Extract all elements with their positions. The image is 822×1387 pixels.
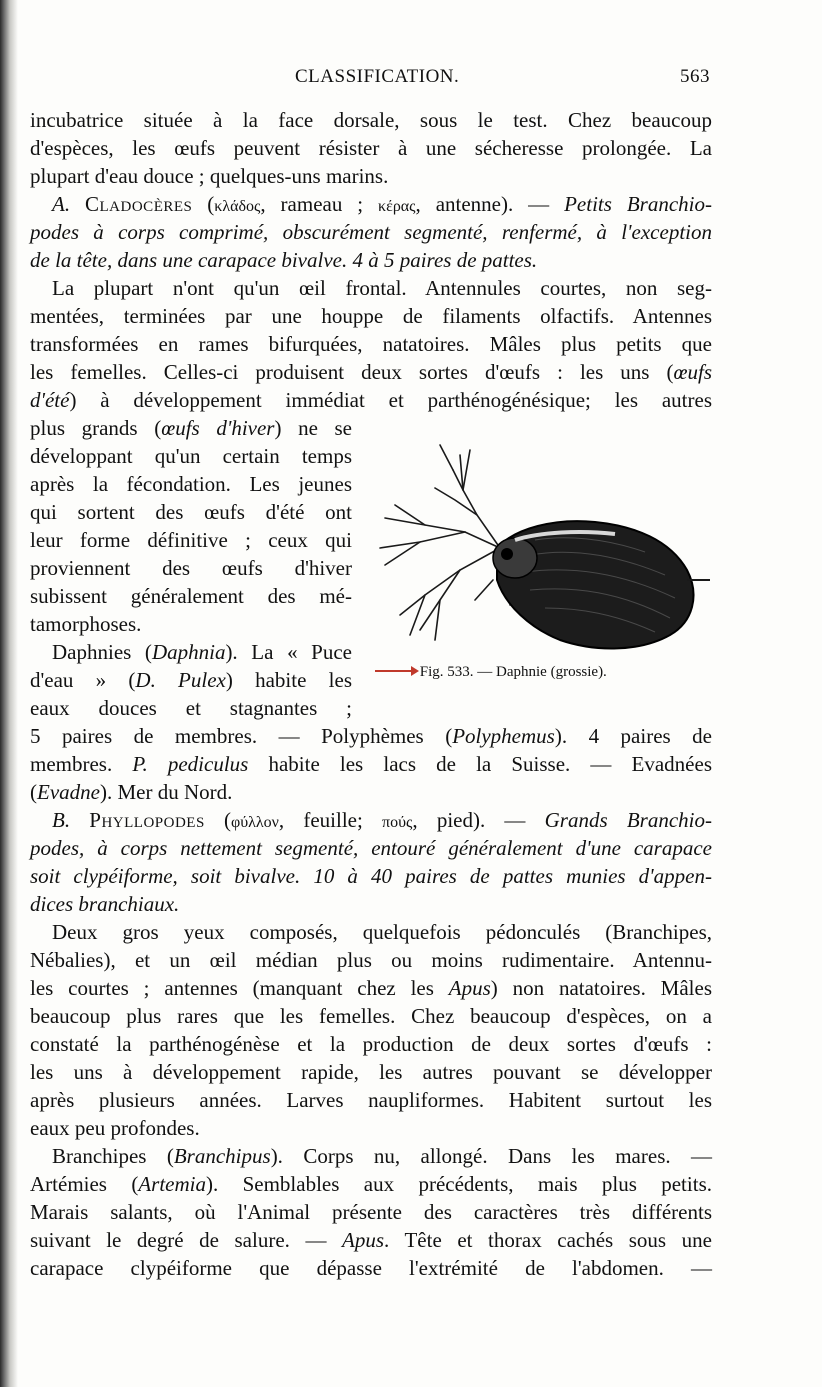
pointer-arrow-icon [375,670,413,672]
text-line: transformées en rames bifurquées, natatoires. Mâles plus petits que [30,332,712,356]
text-line: les courtes ; antennes (manquant chez les Apus) non natatoires. Mâles [30,976,712,1000]
text-line: 5 paires de membres. — Polyphèmes (Polyphemus). 4 paires de [30,724,712,748]
figure-caption-text: Fig. 533. — Daphnie (grossie). [419,664,607,680]
text-line: qui sortent des œufs d'été ont [30,500,352,524]
text-line: subissent généralement des mé- [30,584,352,608]
text-line: plupart d'eau douce ; quelques-uns marins. [30,164,389,188]
text-line: après la fécondation. Les jeunes [30,472,352,496]
text-line: d'espèces, les œufs peuvent résister à une sécheresse prolongée. La [30,136,712,160]
text-line: plus grands (œufs d'hiver) ne se [30,416,352,440]
text-line: suivant le degré de salure. — Apus. Tête et thorax cachés sous une [30,1228,712,1252]
text-line: beaucoup plus rares que les femelles. Chez beaucoup d'espèces, on a [30,1004,712,1028]
text-line: eaux douces et stagnantes ; [30,696,352,720]
text-line: Artémies (Artemia). Semblables aux précédents, mais plus petits. [30,1172,712,1196]
daphnia-illustration [365,430,710,658]
text-line: La plupart n'ont qu'un œil frontal. Antennules courtes, non seg- [52,276,712,300]
section-heading-phyllopodes: B. Phyllopodes (φύλλον, feuille; πούς, pied). — Grands Branchio- [52,808,712,832]
text-line: mentées, terminées par une houppe de filaments olfactifs. Antennes [30,304,712,328]
text-line: d'eau » (D. Pulex) habite les [30,668,352,692]
text-line: après plusieurs années. Larves naupliformes. Habitent surtout les [30,1088,712,1112]
text-line: Branchipes (Branchipus). Corps nu, allongé. Dans les mares. — [52,1144,712,1168]
text-line: podes, à corps nettement segmenté, entouré généralement d'une carapace [30,836,712,860]
text-line: podes à corps comprimé, obscurément segmenté, renfermé, à l'exception [30,220,712,244]
chapter-title: CLASSIFICATION. [295,66,460,87]
text-line: Deux gros yeux composés, quelquefois pédonculés (Branchipes, [52,920,712,944]
text-line: eaux peu profondes. [30,1116,200,1140]
page-number: 563 [680,66,710,87]
page-binding-edge [0,0,18,1387]
text-line: développant qu'un certain temps [30,444,352,468]
running-head [30,66,710,96]
text-line: soit clypéiforme, soit bivalve. 10 à 40 paires de pattes munies d'appen- [30,864,712,888]
text-line: constaté la parthénogénèse et la production de deux sortes d'œufs : [30,1032,712,1056]
text-line: tamorphoses. [30,612,142,636]
text-line: Daphnies (Daphnia). La « Puce [52,640,353,664]
text-line: Nébalies), et un œil médian plus ou moins rudimentaire. Antennu- [30,948,712,972]
text-line: proviennent des œufs d'hiver [30,556,352,580]
text-line: carapace clypéiforme que dépasse l'extrémité de l'abdomen. — [30,1256,712,1280]
figure-caption [375,662,715,682]
text-line: leur forme définitive ; ceux qui [30,528,352,552]
text-line: dices branchiaux. [30,892,180,916]
text-line: d'été) à développement immédiat et parthénogénésique; les autres [30,388,712,412]
text-line: Marais salants, où l'Animal présente des caractères très différents [30,1200,712,1224]
text-line: les femelles. Celles-ci produisent deux sortes d'œufs : les uns (œufs [30,360,712,384]
text-line: les uns à développement rapide, les autres pouvant se développer [30,1060,712,1084]
text-line: incubatrice située à la face dorsale, sous le test. Chez beaucoup [30,108,712,132]
text-line: (Evadne). Mer du Nord. [30,780,233,804]
text-line: membres. P. pediculus habite les lacs de la Suisse. — Evadnées [30,752,712,776]
section-heading-cladoceres: A. Cladocères (κλάδος, rameau ; κέρας, antenne). — Petits Branchio- [52,192,712,216]
text-line: de la tête, dans une carapace bivalve. 4 à 5 paires de pattes. [30,248,538,272]
